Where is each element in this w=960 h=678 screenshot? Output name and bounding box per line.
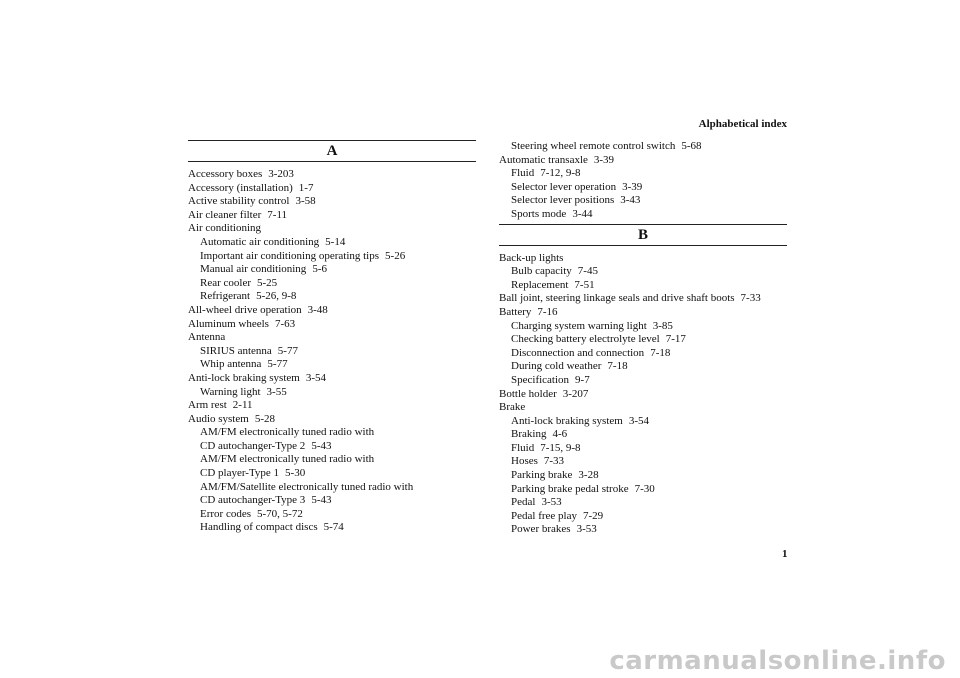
index-entry: [188, 290, 476, 304]
index-entry: [188, 453, 476, 467]
entry-text: Steering wheel remote control switch: [511, 140, 676, 152]
index-entry: [499, 208, 787, 222]
index-entry: [499, 415, 787, 429]
index-entry: [188, 168, 476, 182]
entry-page-ref: 5-28: [254, 412, 275, 425]
entry-text: AM/FM/Satellite electronically tuned radio with: [200, 480, 414, 493]
entry-text: Braking: [511, 428, 547, 441]
entry-text: Bulb capacity: [511, 265, 572, 278]
entry-text: Ball joint, steering linkage seals and drive shaft boots: [499, 292, 735, 305]
entry-page-ref: 7-12, 9-8: [540, 167, 581, 180]
entry-page-ref: 7-15, 9-8: [540, 441, 581, 454]
index-entry: [499, 428, 787, 442]
index-entry: [188, 209, 476, 223]
entry-page-ref: 3-54: [305, 371, 326, 384]
index-entry: [188, 318, 476, 332]
entry-text: Arm rest: [188, 399, 227, 412]
index-entry: [188, 481, 476, 495]
entry-page-ref: 5-30: [285, 467, 306, 480]
index-entry: [499, 140, 787, 154]
entry-text: Handling of compact discs: [200, 521, 318, 534]
entry-text: All-wheel drive operation: [188, 303, 302, 316]
entry-page-ref: 7-51: [574, 278, 595, 291]
index-entry: [499, 388, 787, 402]
entry-page-ref: 3-44: [572, 207, 593, 220]
entry-text: Parking brake pedal stroke: [511, 482, 629, 495]
entry-text: Refrigerant: [200, 290, 251, 303]
entry-text: Manual air conditioning: [200, 263, 307, 276]
entry-text: SIRIUS antenna: [200, 344, 272, 357]
index-entry: [188, 222, 476, 236]
entry-list: [188, 168, 476, 535]
entry-page-ref: 5-70, 5-72: [257, 507, 303, 520]
entry-text: Accessory boxes: [188, 168, 263, 180]
index-column-left: [188, 140, 476, 535]
index-entry: [188, 358, 476, 372]
index-entry: [499, 181, 787, 195]
index-entry: [188, 250, 476, 264]
entry-page-ref: 3-55: [266, 385, 287, 398]
entry-text: Selector lever operation: [511, 180, 617, 193]
entry-text: Back-up lights: [499, 251, 564, 264]
entry-text: Audio system: [188, 412, 249, 425]
entry-page-ref: 4-6: [552, 428, 568, 441]
section-heading-a: A: [188, 140, 476, 162]
index-column-right: [499, 140, 787, 537]
index-entry: [499, 347, 787, 361]
entry-text: Fluid: [511, 167, 535, 180]
index-entry: [188, 182, 476, 196]
entry-page-ref: 3-39: [622, 180, 643, 193]
entry-text: Active stability control: [188, 195, 290, 208]
entry-text: Error codes: [200, 507, 252, 520]
entry-page-ref: 3-28: [578, 469, 599, 482]
entry-page-ref: 3-54: [628, 414, 649, 427]
entry-text: Whip antenna: [200, 358, 262, 371]
entry-page-ref: 3-58: [295, 195, 316, 208]
entry-text: Pedal: [511, 496, 536, 509]
index-entry: [188, 236, 476, 250]
entry-page-ref: 7-18: [607, 360, 628, 373]
entry-page-ref: 3-53: [541, 496, 562, 509]
entry-text: Pedal free play: [511, 509, 577, 522]
entry-page-ref: 5-43: [311, 439, 332, 452]
index-entry: [499, 496, 787, 510]
entry-page-ref: 5-26: [385, 249, 406, 262]
index-entry: [188, 331, 476, 345]
section-heading-b: B: [499, 224, 787, 246]
entry-text: Selector lever positions: [511, 194, 615, 207]
entry-text: Warning light: [200, 385, 261, 398]
index-entry: [188, 494, 476, 508]
entry-page-ref: 5-6: [312, 263, 327, 276]
page-number: 1: [782, 548, 788, 560]
entry-text: Brake: [499, 401, 526, 414]
index-entry: [499, 167, 787, 181]
index-entry: [188, 263, 476, 277]
entry-text: Sports mode: [511, 207, 567, 220]
entry-text: Air conditioning: [188, 222, 262, 235]
index-entry: [499, 154, 787, 168]
entry-page-ref: 7-63: [274, 317, 296, 330]
entry-list: [499, 252, 787, 537]
entry-text: During cold weather: [511, 360, 602, 373]
entry-page-ref: 3-43: [620, 194, 641, 207]
entry-text: Bottle holder: [499, 387, 557, 400]
entry-text: Fluid: [511, 441, 535, 454]
entry-text: Air cleaner filter: [188, 208, 262, 221]
entry-text: CD autochanger-Type 3: [200, 494, 306, 507]
entry-page-ref: 5-77: [277, 344, 298, 357]
entry-page-ref: 7-30: [634, 482, 655, 495]
entry-text: Automatic transaxle: [499, 153, 588, 166]
index-entry: [499, 279, 787, 293]
entry-text: Disconnection and connection: [511, 346, 645, 359]
index-entry: [499, 374, 787, 388]
entry-page-ref: 3-85: [652, 319, 673, 332]
entry-text: Accessory (installation): [188, 181, 293, 194]
entry-page-ref: 2-11: [232, 399, 253, 412]
index-entry: [499, 306, 787, 320]
index-entry: [499, 265, 787, 279]
entry-page-ref: 5-14: [325, 235, 346, 248]
entry-page-ref: 7-33: [740, 292, 761, 305]
index-entry: [499, 194, 787, 208]
index-entry: [499, 483, 787, 497]
index-entry: [188, 386, 476, 400]
index-entry: [188, 508, 476, 522]
entry-list-continued: [499, 140, 787, 222]
entry-page-ref: 5-68: [681, 140, 702, 152]
index-entry: [188, 440, 476, 454]
entry-page-ref: 5-74: [323, 521, 344, 534]
index-entry: [499, 401, 787, 415]
index-entry: [499, 523, 787, 537]
entry-text: CD autochanger-Type 2: [200, 439, 306, 452]
index-entry: [499, 510, 787, 524]
entry-text: Antenna: [188, 331, 226, 344]
entry-page-ref: 5-26, 9-8: [256, 290, 297, 303]
entry-page-ref: 7-16: [537, 305, 558, 318]
index-entry: [188, 467, 476, 481]
index-entry: [188, 521, 476, 535]
entry-text: Anti-lock braking system: [511, 414, 623, 427]
page-header: Alphabetical index: [698, 118, 787, 130]
entry-page-ref: 9-7: [575, 373, 590, 386]
index-entry: [188, 413, 476, 427]
index-entry: [188, 195, 476, 209]
entry-text: Important air conditioning operating tips: [200, 249, 380, 262]
index-entry: [499, 320, 787, 334]
index-entry: [499, 455, 787, 469]
entry-page-ref: 3-53: [576, 523, 597, 536]
entry-text: AM/FM electronically tuned radio with: [200, 453, 375, 466]
index-entry: [499, 442, 787, 456]
index-entry: [188, 399, 476, 413]
entry-page-ref: 7-33: [543, 455, 565, 468]
index-entry: [188, 426, 476, 440]
entry-text: Specification: [511, 373, 570, 386]
entry-page-ref: 5-25: [257, 276, 278, 289]
entry-page-ref: 7-17: [665, 333, 686, 346]
entry-page-ref: 1-7: [298, 181, 314, 194]
entry-text: Hoses: [511, 455, 538, 468]
index-entry: [499, 292, 787, 306]
entry-text: Parking brake: [511, 469, 573, 482]
entry-page-ref: 5-77: [267, 358, 288, 371]
index-entry: [188, 345, 476, 359]
entry-page-ref: 7-11: [267, 208, 288, 221]
watermark: carmanualsonline.info: [609, 646, 946, 676]
entry-text: Replacement: [511, 278, 569, 291]
entry-page-ref: 7-29: [582, 509, 604, 522]
index-entry: [499, 360, 787, 374]
entry-page-ref: 3-207: [562, 387, 589, 400]
index-entry: [499, 252, 787, 266]
index-entry: [188, 304, 476, 318]
entry-text: Power brakes: [511, 523, 571, 536]
entry-text: Aluminum wheels: [188, 317, 269, 330]
entry-text: Charging system warning light: [511, 319, 647, 332]
entry-page-ref: 7-18: [650, 346, 671, 359]
entry-text: Automatic air conditioning: [200, 235, 320, 248]
index-entry: [499, 469, 787, 483]
entry-page-ref: 7-45: [577, 265, 598, 278]
entry-text: Anti-lock braking system: [188, 371, 300, 384]
entry-text: Rear cooler: [200, 276, 251, 289]
entry-page-ref: 3-203: [268, 168, 294, 180]
entry-text: Checking battery electrolyte level: [511, 333, 660, 346]
entry-text: CD player-Type 1: [200, 467, 280, 480]
entry-text: Battery: [499, 305, 532, 318]
index-entry: [499, 333, 787, 347]
entry-text: AM/FM electronically tuned radio with: [200, 426, 375, 439]
entry-page-ref: 5-43: [311, 494, 332, 507]
index-entry: [188, 277, 476, 291]
index-entry: [188, 372, 476, 386]
entry-page-ref: 3-48: [307, 303, 328, 316]
entry-page-ref: 3-39: [593, 153, 615, 166]
